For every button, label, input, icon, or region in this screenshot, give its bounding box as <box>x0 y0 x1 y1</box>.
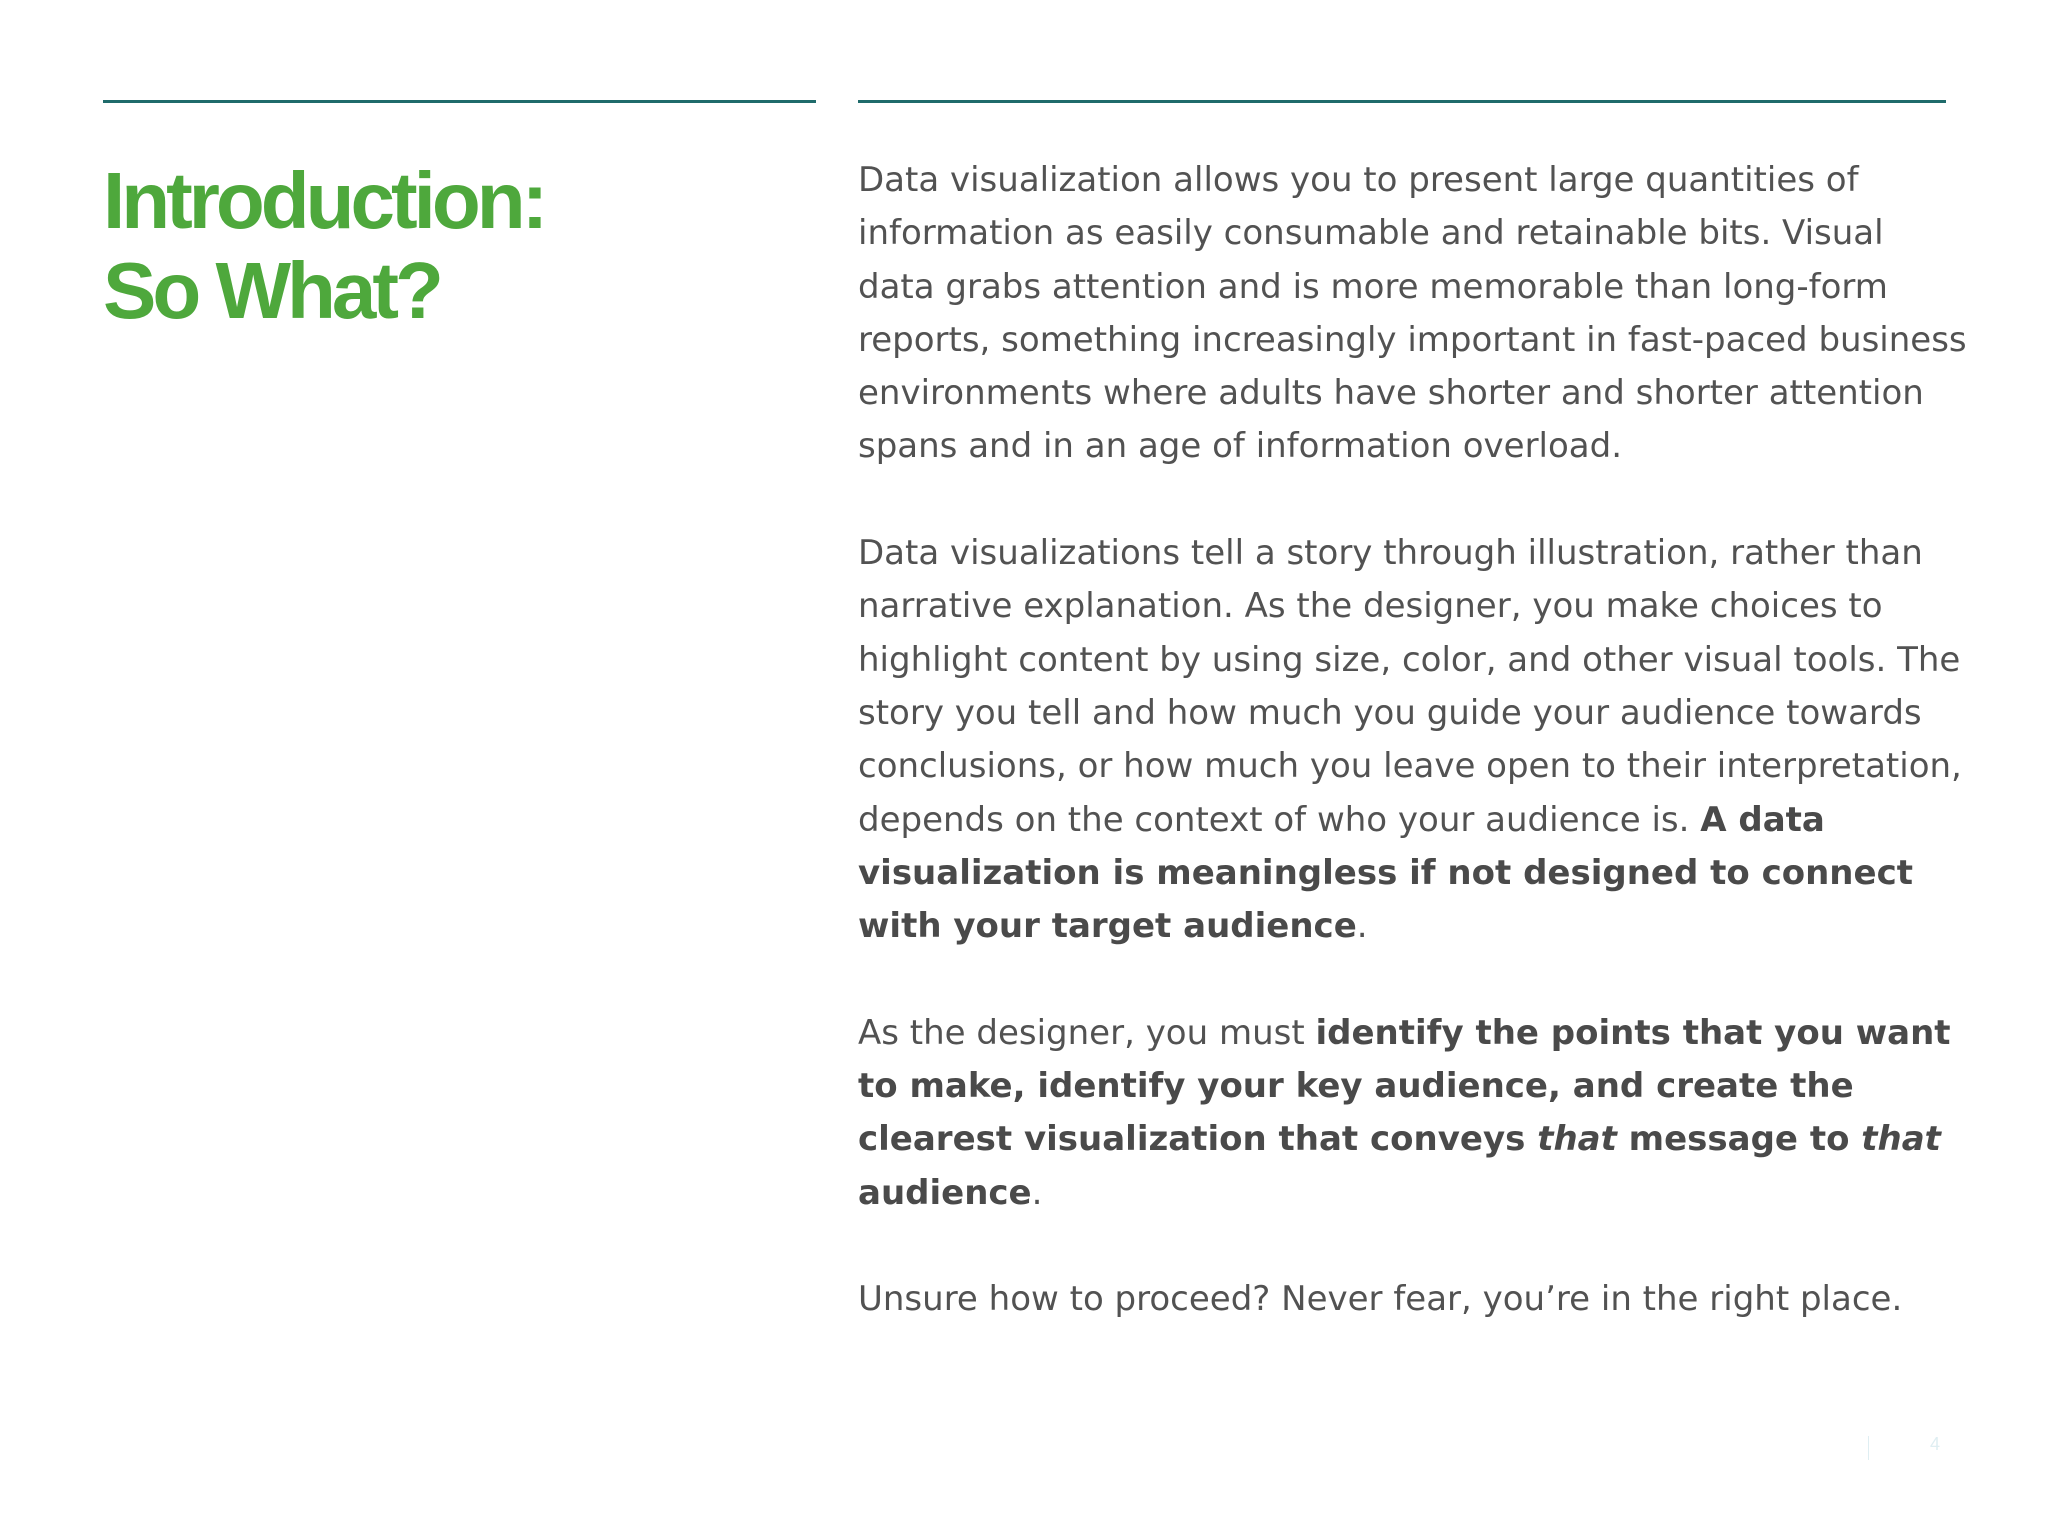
paragraph-3-bold-2: message to <box>1616 1119 1862 1160</box>
paragraph-3-italic-1: that <box>1537 1119 1617 1160</box>
paragraph-3-italic-2: that <box>1861 1119 1941 1160</box>
paragraph-4: Unsure how to proceed? Never fear, you’re in the right place. <box>858 1279 1903 1320</box>
paragraph-3 <box>858 1007 1968 1220</box>
left-header-rule <box>103 100 816 103</box>
footer-divider <box>1868 1436 1869 1460</box>
paragraph-2-emphasis: A data visualization is meaningless if not designed to connect with your target audience <box>858 799 1913 947</box>
page-title-line-1: Introduction: <box>103 156 545 245</box>
paragraph-2-text: Data visualizations tell a story through illustration, rather than narrative explanation. As the designer, you make choices to highlight content by using size, color, and other visual tools. The story you tell and how much you guide your audience towards conclusions, or how much you leave open to their interpretation, depends on the context of who your audience is. <box>858 533 1962 840</box>
right-header-rule <box>858 100 1946 103</box>
paragraph-1: Data visualization allows you to present large quantities of information as easily consumable and retainable bits. Visual data grabs attention and is more memorable than long-form reports, something increasingly important in fast-paced business environments where adults have shorter and shorter attention spans and in an age of information overload. <box>858 160 1967 467</box>
page-title-line-2: So What? <box>103 246 440 335</box>
page-number: 4 <box>1930 1434 1941 1454</box>
paragraph-2 <box>858 527 1968 953</box>
body-text <box>858 154 1968 1380</box>
paragraph-3-bold-1: identify the points that you want to make, identify your key audience, and create the clearest visualization that conveys <box>858 1012 1951 1160</box>
paragraph-2-end: . <box>1356 906 1368 947</box>
paragraph-3-end: . <box>1031 1172 1043 1213</box>
paragraph-3-bold-3: audience <box>858 1172 1032 1213</box>
paragraph-3-lead: As the designer, you must <box>858 1012 1316 1053</box>
page-title <box>103 156 803 336</box>
